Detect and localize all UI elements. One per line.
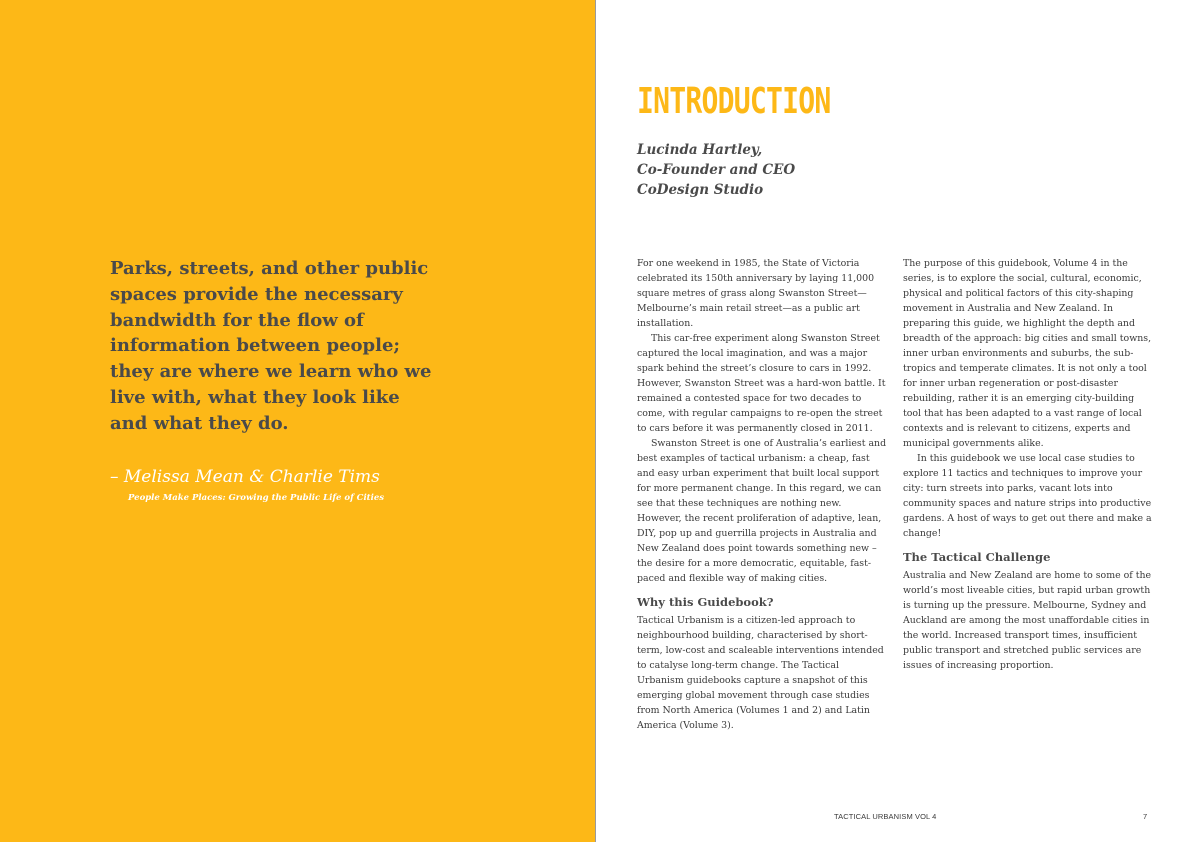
- paragraph: In this guidebook we use local case studies to explore 11 tactics and techniques to improve your city: turn streets into parks, vacant lots into community spaces and nature strips into productive gardens. A host of ways to get out there and make a change!: [903, 453, 1152, 539]
- running-footer: TACTICAL URBANISM VOL 4: [834, 812, 937, 821]
- paragraph: Tactical Urbanism is a citizen-led approach to neighbourhood building, characterised by short-term, low-cost and scaleable interventions intended to catalyse long-term change. The Tactical Urbanism guidebooks capture a snapshot of this emerging global movement through case studies from North America (Volumes 1 and 2) and Latin America (Volume 3).: [637, 615, 884, 731]
- right-page: [596, 0, 1191, 842]
- section-heading: Why this Guidebook?: [637, 595, 774, 609]
- author-organization: CoDesign Studio: [637, 182, 764, 198]
- page-number: 7: [1143, 812, 1148, 821]
- text-column-1: [637, 256, 887, 733]
- author-byline: [637, 140, 937, 200]
- quote-source: People Make Places: Growing the Public Life of Cities: [128, 493, 385, 503]
- paragraph: For one weekend in 1985, the State of Victoria celebrated its 150th anniversary by laying 11,000 square metres of grass along Swanston Street—Melbourne’s main retail street—as a public art installation.: [637, 258, 875, 329]
- paragraph: Swanston Street is one of Australia’s earliest and best examples of tactical urbanism: a cheap, fast and easy urban experiment that built local support for more permanent change. In this regard, we can see that these techniques are nothing new. However, the recent proliferation of adaptive, lean, DIY, pop up and guerrilla projects in Australia and New Zealand does point towards something new – the desire for a more democratic, equitable, fast-paced and flexible way of making cities.: [637, 438, 887, 584]
- paragraph: The purpose of this guidebook, Volume 4 in the series, is to explore the social, cultural, economic, physical and political factors of this city-shaping movement in Australia and New Zealand. In preparing this guide, we highlight the depth and breadth of the approach: big cities and small towns, inner urban environments and suburbs, the sub-tropics and temperate climates. It is not only a tool for inner urban regeneration or post-disaster rebuilding, rather it is an emerging city-building tool that has been adapted to a vast range of local contexts and is relevant to citizens, experts and municipal governments alike.: [903, 258, 1152, 449]
- text-column-2: [903, 256, 1153, 673]
- page-title: INTRODUCTION: [637, 81, 831, 122]
- paragraph: Australia and New Zealand are home to some of the world’s most liveable cities, but rapid urban growth is turning up the pressure. Melbourne, Sydney and Auckland are among the most unaffordable cities in the world. Increased transport times, insufficient public transport and stretched public services are issues of increasing proportion.: [903, 570, 1152, 671]
- pull-quote: Parks, streets, and other public spaces provide the necessary bandwidth for the flow of information between people; they are where we learn who we live with, what they look like and what they do.: [110, 258, 432, 434]
- author-name: Lucinda Hartley,: [637, 142, 763, 158]
- author-role: Co-Founder and CEO: [637, 162, 796, 178]
- quote-attribution: – Melissa Mean & Charlie Tims: [110, 467, 380, 487]
- section-heading: The Tactical Challenge: [903, 550, 1051, 564]
- paragraph: This car-free experiment along Swanston Street captured the local imagination, and was a major spark behind the street’s closure to cars in 1992. However, Swanston Street was a hard-won battle. It remained a contested space for two decades to come, with regular campaigns to re-open the street to cars before it was permanently closed in 2011.: [637, 333, 886, 434]
